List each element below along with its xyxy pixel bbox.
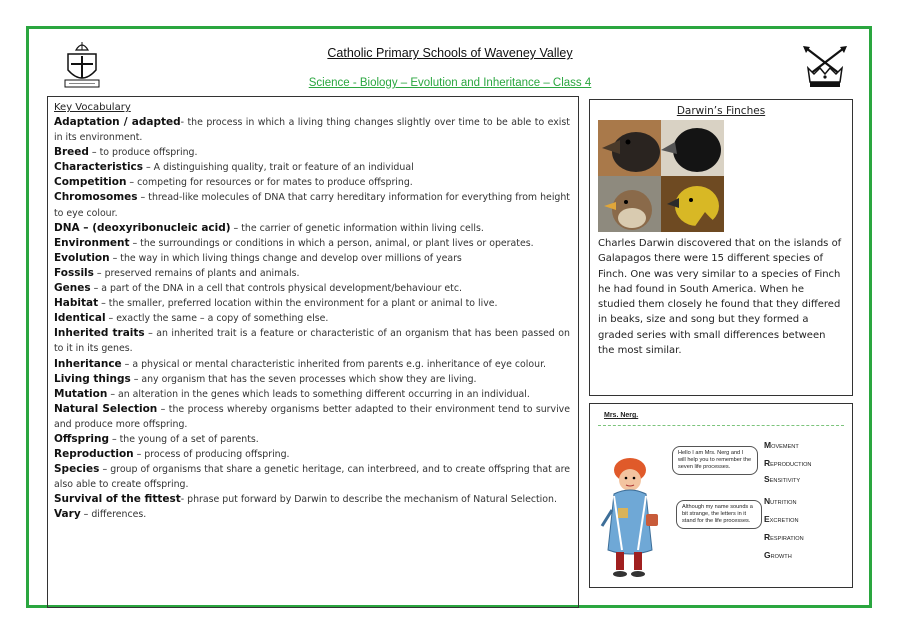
darwins-finches-box <box>589 99 853 396</box>
vocabulary-term: Species <box>54 463 100 476</box>
vocabulary-entry <box>54 326 570 356</box>
vocabulary-definition: group of organisms that share a genetic heritage, can interbreed, and to create offspring that are also able to create offspring. <box>54 464 570 491</box>
vocabulary-term: Inheritance <box>54 357 122 370</box>
vocabulary-term: Adaptation / adapted <box>54 116 181 128</box>
vocabulary-entry <box>54 115 570 145</box>
vocabulary-entry <box>54 372 570 387</box>
vocabulary-entry <box>54 387 570 402</box>
vocabulary-definition: an inherited trait is a feature or characteristic of an organism that has been passed on to it in its genes. <box>54 328 570 355</box>
vocabulary-definition: preserved remains of plants and animals. <box>104 267 300 279</box>
vocabulary-separator: – <box>108 433 120 445</box>
life-process-item: NUTRITION <box>764 496 797 506</box>
life-process-item: REPRODUCTION <box>764 458 812 468</box>
vocabulary-entry <box>54 266 570 281</box>
life-process-item: MOVEMENT <box>764 440 799 450</box>
vocabulary-definition: a part of the DNA in a cell that controls physical development/behaviour etc. <box>101 283 462 295</box>
vocabulary-separator: – <box>126 177 138 189</box>
finch-photo <box>598 120 661 176</box>
vocabulary-separator: – <box>144 328 157 340</box>
vocabulary-term: Competition <box>54 176 127 189</box>
vocabulary-separator: – <box>129 237 141 249</box>
vocabulary-term: Identical <box>54 312 106 325</box>
vocabulary-entry <box>54 447 570 462</box>
vocabulary-definition: the process whereby organisms better adapted to their environment tend to survive and produce more offspring. <box>54 403 570 430</box>
vocabulary-term: Fossils <box>54 266 94 279</box>
vocabulary-entry <box>54 236 570 251</box>
vocabulary-definition: competing for resources or for mates to produce offspring. <box>137 177 413 189</box>
vocabulary-separator: – <box>93 267 105 279</box>
life-process-item: GROWTH <box>764 550 792 560</box>
vocabulary-entry <box>54 432 570 447</box>
vocabulary-entry <box>54 492 570 507</box>
vocabulary-separator: – <box>157 403 169 415</box>
vocabulary-term: Characteristics <box>54 161 144 174</box>
vocabulary-definition: the surroundings or conditions in which a person, animal, or plant lives or operates. <box>140 237 534 249</box>
vocabulary-definition: an alteration in the genes which leads to something different occurring in an individual. <box>118 388 530 400</box>
vocabulary-term: Natural Selection <box>54 402 158 415</box>
vocabulary-definition: differences. <box>91 509 147 521</box>
vocabulary-term: Environment <box>54 236 130 249</box>
vocabulary-entry <box>54 190 570 220</box>
speech-bubble-hello: Hello I am Mrs. Nerg and I will help you to remember the seven life processes. <box>672 446 758 475</box>
vocabulary-term: Living things <box>54 372 131 385</box>
vocabulary-entry <box>54 221 570 236</box>
vocabulary-list <box>54 115 570 523</box>
vocabulary-entry <box>54 281 570 296</box>
finch-photo <box>598 176 661 232</box>
vocabulary-separator: – <box>80 509 92 521</box>
vocabulary-separator: – <box>121 358 133 370</box>
vocabulary-separator: – <box>90 283 102 295</box>
vocabulary-entry <box>54 311 570 326</box>
vocabulary-separator: – <box>109 252 121 264</box>
vocabulary-entry <box>54 145 570 160</box>
vocabulary-definition: the smaller, preferred location within the environment for a plant or animal to live. <box>108 298 498 310</box>
vocabulary-separator: – <box>88 147 100 159</box>
vocabulary-separator: – <box>99 464 111 476</box>
vocabulary-term: Offspring <box>54 432 109 445</box>
vocabulary-term: Chromosomes <box>54 191 138 204</box>
school-title: Catholic Primary Schools of Waveney Valley <box>327 46 573 60</box>
vocabulary-term: DNA – (deoxyribonucleic acid) <box>54 221 231 234</box>
vocabulary-definition: phrase put forward by Darwin to describe the mechanism of Natural Selection. <box>187 494 557 506</box>
speech-bubble-name: Although my name sounds a bit strange, the letters in it stand for the life processes. <box>676 500 762 529</box>
finch-photo <box>661 120 724 176</box>
vocabulary-definition: a physical or mental characteristic inherited from parents e.g. inheritance of eye colour. <box>132 358 547 370</box>
finch-photo-grid <box>598 120 724 232</box>
vocabulary-entry <box>54 402 570 432</box>
life-process-item: SENSITIVITY <box>764 474 801 484</box>
vocabulary-term: Habitat <box>54 297 99 310</box>
vocabulary-definition: thread-like molecules of DNA that carry hereditary information for everything from height to eye colour. <box>54 192 570 219</box>
life-process-item: EXCRETION <box>764 514 799 524</box>
vocabulary-term: Genes <box>54 282 91 295</box>
vocabulary-term: Survival of the fittest <box>54 493 181 506</box>
vocabulary-definition: the carrier of genetic information within living cells. <box>241 222 484 234</box>
vocabulary-separator: – <box>105 313 117 325</box>
vocabulary-separator: – <box>143 162 154 174</box>
vocabulary-definition: the process in which a living thing changes slightly over time to be able to exist in its environment. <box>54 117 570 144</box>
vocabulary-term: Mutation <box>54 387 108 400</box>
vocabulary-definition: the young of a set of parents. <box>119 433 259 445</box>
darwins-finches-text: Charles Darwin discovered that on the islands of Galapagos there were 15 different species of Finch. One was very similar to a species of Finch he had found in South America. When he studied them closely he found that they differed in beaks, size and song but they formed a graded series with small differences between the most similar. <box>598 238 842 357</box>
vocabulary-definition: the way in which living things change and develop over millions of years <box>120 252 462 264</box>
vocabulary-definition: to produce offspring. <box>99 147 198 159</box>
crossed-keys-crown-icon <box>800 44 850 90</box>
vocabulary-definition: exactly the same – a copy of something else. <box>116 313 329 325</box>
vocabulary-separator: – <box>137 192 149 204</box>
vocabulary-separator: – <box>98 298 109 310</box>
vocabulary-definition: process of producing offspring. <box>144 449 290 461</box>
vocabulary-term: Inherited traits <box>54 327 145 340</box>
mrs-nerg-title: Mrs. Nerg. <box>604 412 639 419</box>
darwins-finches-title: Darwin’s Finches <box>676 105 766 117</box>
mrs-nerg-box <box>589 403 853 588</box>
vocabulary-definition: any organism that has the seven processes which show they are living. <box>141 373 477 385</box>
key-vocabulary-box <box>47 96 579 608</box>
finch-photo <box>661 176 724 232</box>
page-subtitle: Science - Biology – Evolution and Inheritance – Class 4 <box>308 77 592 89</box>
vocabulary-term: Reproduction <box>54 448 134 461</box>
vocabulary-entry <box>54 296 570 311</box>
vocabulary-separator: - <box>180 494 188 506</box>
dashed-divider <box>598 425 844 426</box>
vocabulary-entry <box>54 160 570 175</box>
vocabulary-separator: – <box>107 388 118 400</box>
vocabulary-separator: – <box>230 222 242 234</box>
vocabulary-entry <box>54 462 570 492</box>
vocabulary-entry <box>54 507 570 522</box>
vocabulary-entry <box>54 251 570 266</box>
vocabulary-term: Breed <box>54 146 89 159</box>
vocabulary-term: Evolution <box>54 251 110 264</box>
key-vocabulary-heading: Key Vocabulary <box>54 102 131 113</box>
vocabulary-definition: A distinguishing quality, trait or feature of an individual <box>153 162 414 174</box>
vocabulary-separator: – <box>130 373 142 385</box>
life-process-item: RESPIRATION <box>764 532 804 542</box>
vocabulary-entry <box>54 357 570 372</box>
mrs-nerg-cartoon-icon <box>600 454 662 584</box>
vocabulary-term: Vary <box>54 508 81 521</box>
vocabulary-separator: - <box>180 117 188 128</box>
vocabulary-entry <box>54 175 570 190</box>
vocabulary-separator: – <box>133 449 145 461</box>
